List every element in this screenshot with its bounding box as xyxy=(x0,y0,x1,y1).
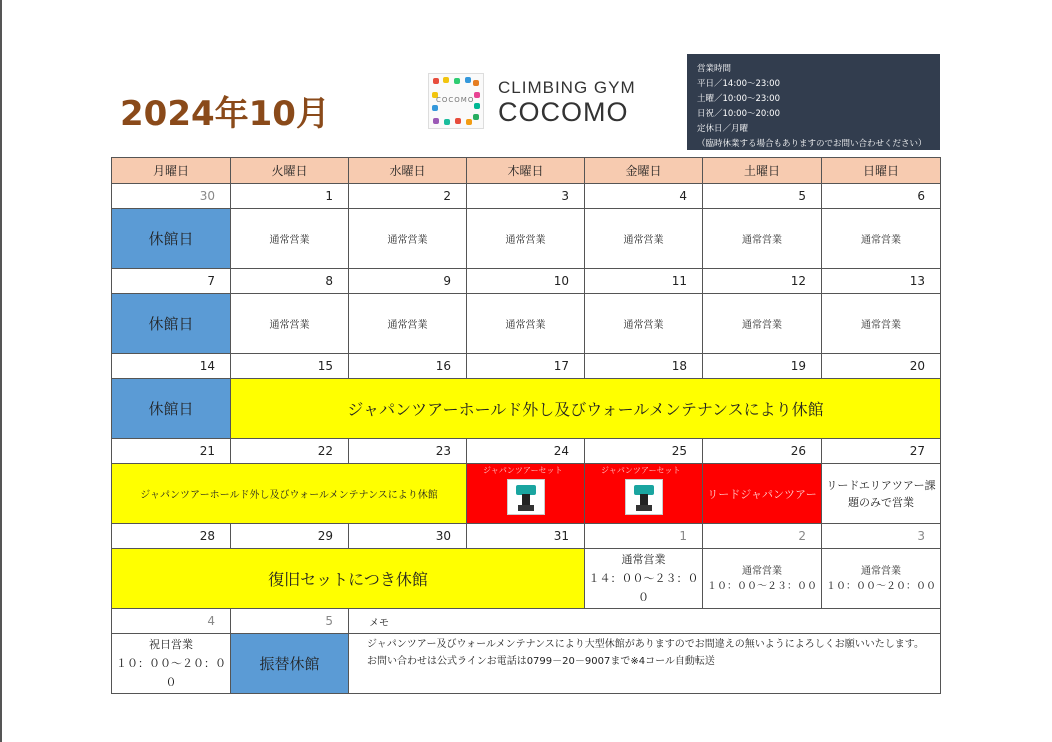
date-cell: 15 xyxy=(231,354,349,379)
date-cell: 5 xyxy=(703,184,822,209)
date-row xyxy=(112,609,941,634)
gym-logo xyxy=(428,70,648,130)
lead-japan-tour-cell: リードジャパンツアー xyxy=(703,464,822,524)
status-cell: 通常営業 xyxy=(231,294,349,354)
status-text: 通常営業 xyxy=(742,565,782,577)
memo-line-2: お問い合わせは公式ラインお電話は0799－20－9007まで※4コール自動転送 xyxy=(367,656,715,667)
normal-saturday-cell xyxy=(703,549,822,609)
status-cell: 通常営業 xyxy=(349,294,467,354)
closed-cell: 休館日 xyxy=(112,294,231,354)
status-row xyxy=(112,464,941,524)
status-cell: 通常営業 xyxy=(822,294,941,354)
weekday-header: 土曜日 xyxy=(703,158,822,184)
date-cell: 8 xyxy=(231,269,349,294)
date-cell: 2 xyxy=(349,184,467,209)
hours-sunday-holiday: 日祝／10:00～20:00 xyxy=(697,109,780,119)
maintenance-closure-cell: ジャパンツアーホールド外し及びウォールメンテナンスにより休館 xyxy=(112,464,467,524)
holiday-open-cell xyxy=(112,634,231,694)
date-cell: 2 xyxy=(703,524,822,549)
date-cell: 1 xyxy=(231,184,349,209)
normal-weekday-cell xyxy=(585,549,703,609)
status-cell: 通常営業 xyxy=(467,209,585,269)
drill-icon xyxy=(507,479,545,515)
date-cell: 30 xyxy=(112,184,231,209)
date-cell: 11 xyxy=(585,269,703,294)
substitute-closed-cell: 振替休館 xyxy=(231,634,349,694)
date-cell: 3 xyxy=(822,524,941,549)
hours-weekday: 平日／14:00～23:00 xyxy=(697,79,780,89)
time-text: １０：００～２０：００ xyxy=(826,580,936,592)
japan-tour-set-cell xyxy=(467,464,585,524)
hours-heading: 営業時間 xyxy=(697,64,732,74)
date-row xyxy=(112,354,941,379)
date-cell: 31 xyxy=(467,524,585,549)
status-row xyxy=(112,209,941,269)
status-cell: 通常営業 xyxy=(231,209,349,269)
date-row xyxy=(112,269,941,294)
japan-set-label: ジャパンツアーセット xyxy=(483,466,563,475)
memo-text xyxy=(349,634,941,694)
weekday-header: 火曜日 xyxy=(231,158,349,184)
memo-label: メモ xyxy=(349,609,941,634)
status-row xyxy=(112,549,941,609)
calendar-table xyxy=(111,157,941,694)
status-cell: 通常営業 xyxy=(349,209,467,269)
date-cell: 1 xyxy=(585,524,703,549)
date-cell: 30 xyxy=(349,524,467,549)
date-cell: 10 xyxy=(467,269,585,294)
weekday-header-row xyxy=(112,158,941,184)
weekday-header: 水曜日 xyxy=(349,158,467,184)
status-row xyxy=(112,294,941,354)
drill-icon xyxy=(625,479,663,515)
date-cell: 20 xyxy=(822,354,941,379)
date-cell: 4 xyxy=(585,184,703,209)
date-cell: 4 xyxy=(112,609,231,634)
status-text: 通常営業 xyxy=(621,553,666,566)
normal-sunday-cell xyxy=(822,549,941,609)
status-cell: 通常営業 xyxy=(703,209,822,269)
date-cell: 23 xyxy=(349,439,467,464)
status-cell: 通常営業 xyxy=(585,294,703,354)
date-cell: 13 xyxy=(822,269,941,294)
date-cell: 24 xyxy=(467,439,585,464)
date-cell: 25 xyxy=(585,439,703,464)
date-cell: 6 xyxy=(822,184,941,209)
hours-closed-day: 定休日／月曜 xyxy=(697,124,749,134)
logo-text-line1: CLIMBING GYM xyxy=(498,78,636,97)
date-cell: 9 xyxy=(349,269,467,294)
japan-tour-set-cell xyxy=(585,464,703,524)
weekday-header: 月曜日 xyxy=(112,158,231,184)
japan-set-label: ジャパンツアーセット xyxy=(601,466,681,475)
date-cell: 14 xyxy=(112,354,231,379)
date-cell: 5 xyxy=(231,609,349,634)
date-cell: 27 xyxy=(822,439,941,464)
closed-cell: 休館日 xyxy=(112,209,231,269)
weekday-header: 日曜日 xyxy=(822,158,941,184)
date-cell: 17 xyxy=(467,354,585,379)
status-row xyxy=(112,379,941,439)
lead-area-cell: リードエリアツアー課題のみで営業 xyxy=(822,464,941,524)
status-row xyxy=(112,634,941,694)
weekday-header: 木曜日 xyxy=(467,158,585,184)
date-cell: 7 xyxy=(112,269,231,294)
closed-cell: 休館日 xyxy=(112,379,231,439)
business-hours-box xyxy=(687,54,940,150)
date-row xyxy=(112,439,941,464)
status-cell: 通常営業 xyxy=(467,294,585,354)
page-title: 2024年10月 xyxy=(120,94,330,134)
status-text: 祝日営業 xyxy=(149,638,193,651)
date-cell: 3 xyxy=(467,184,585,209)
status-cell: 通常営業 xyxy=(822,209,941,269)
date-cell: 26 xyxy=(703,439,822,464)
date-cell: 29 xyxy=(231,524,349,549)
date-row xyxy=(112,524,941,549)
status-cell: 通常営業 xyxy=(585,209,703,269)
hours-saturday: 土曜／10:00～23:00 xyxy=(697,94,780,104)
logo-icon: COCOMO xyxy=(428,73,484,129)
maintenance-closure-cell: ジャパンツアーホールド外し及びウォールメンテナンスにより休館 xyxy=(231,379,941,439)
date-cell: 22 xyxy=(231,439,349,464)
logo-text-line2: COCOMO xyxy=(498,97,629,127)
status-text: 通常営業 xyxy=(861,565,901,577)
date-cell: 16 xyxy=(349,354,467,379)
date-cell: 18 xyxy=(585,354,703,379)
date-cell: 12 xyxy=(703,269,822,294)
date-cell: 21 xyxy=(112,439,231,464)
restore-closure-cell: 復旧セットにつき休館 xyxy=(112,549,585,609)
time-text: １０：００～２０：００ xyxy=(116,657,226,689)
memo-line-1: ジャパンツアー及びウォールメンテナンスにより大型休館がありますのでお間違えの無いようによろしくお願いいたします。 xyxy=(367,639,924,650)
time-text: １４：００～２３：００ xyxy=(588,572,699,604)
time-text: １０：００～２３：００ xyxy=(707,580,817,592)
date-row xyxy=(112,184,941,209)
date-cell: 19 xyxy=(703,354,822,379)
page-border xyxy=(0,0,2,742)
weekday-header: 金曜日 xyxy=(585,158,703,184)
hours-note: （臨時休業する場合もありますのでお問い合わせください） xyxy=(697,139,927,149)
date-cell: 28 xyxy=(112,524,231,549)
status-cell: 通常営業 xyxy=(703,294,822,354)
